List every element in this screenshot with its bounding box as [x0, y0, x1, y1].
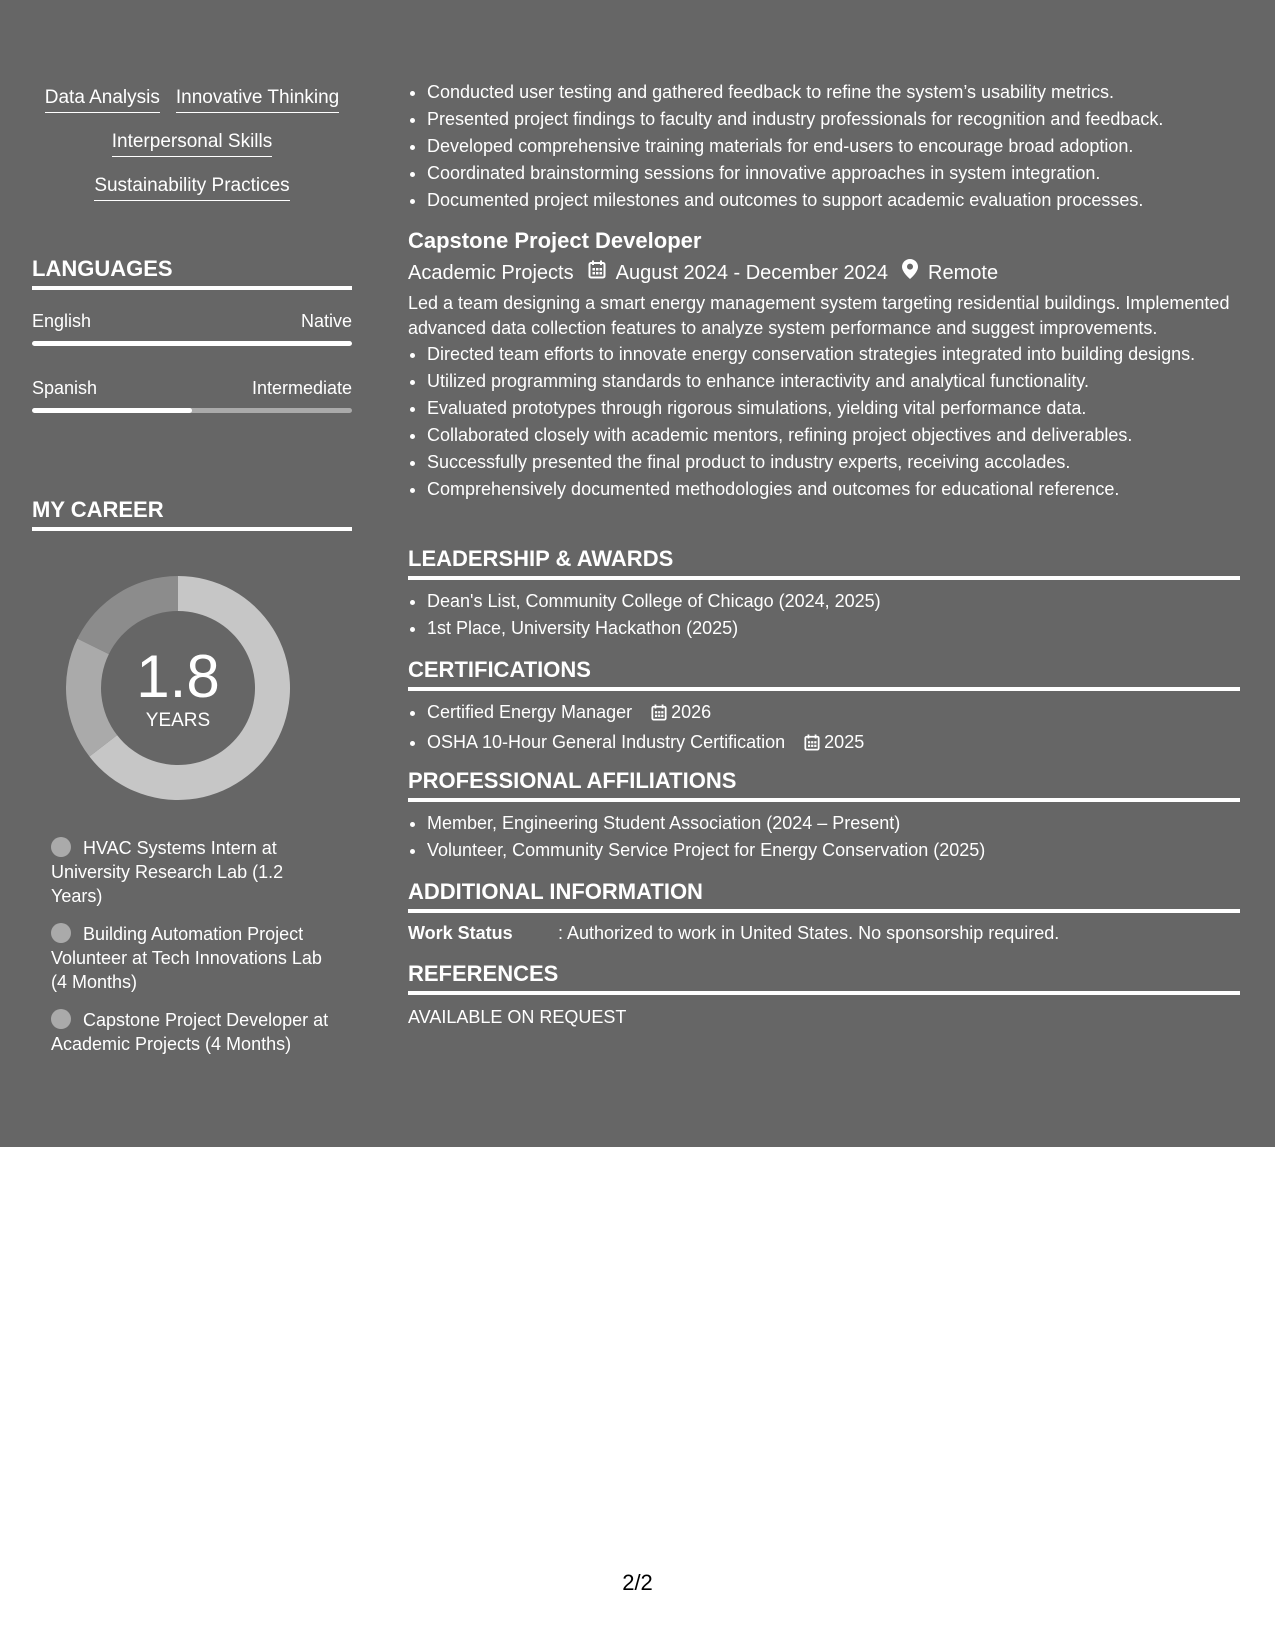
project-entry [408, 226, 1240, 503]
project-description: Led a team designing a smart energy management system targeting residential buildings. Implemented advanced data collection features to analyze system performance and suggest improvements. [408, 293, 1230, 338]
career-legend-item [51, 1008, 331, 1056]
languages-title: LANGUAGES [32, 256, 352, 290]
affiliations-section [408, 768, 1240, 864]
bullet-item: • Utilized programming standards to enhance interactivity and analytical functionality. [427, 368, 1240, 395]
language-bar [32, 341, 352, 346]
certification-year: 2025 [824, 732, 865, 752]
language-bar-fill [32, 408, 192, 413]
certification-name: Certified Energy Manager [427, 702, 633, 722]
project-location: Remote [928, 261, 999, 284]
language-item [32, 310, 352, 346]
affiliations-list [408, 810, 1240, 864]
references-text: AVAILABLE ON REQUEST [408, 1007, 627, 1027]
bullet-item: • Conducted user testing and gathered feedback to refine the system’s usability metrics. [427, 79, 1163, 106]
additional-info-title: ADDITIONAL INFORMATION [408, 879, 1240, 913]
language-level: Native [300, 311, 352, 331]
career-donut-chart [66, 576, 290, 800]
languages-section [32, 256, 352, 413]
bullet-item: • Member, Engineering Student Association (2024 – Present) [427, 810, 1240, 837]
project-meta [408, 259, 1240, 286]
bullet-item: • Evaluated prototypes through rigorous simulations, yielding vital performance data. [427, 395, 1240, 422]
bullet-item: • Directed team efforts to innovate energy conservation strategies integrated into building designs. [427, 341, 1240, 368]
language-item [32, 377, 352, 413]
career-legend-item [51, 922, 331, 994]
certification-year: 2026 [671, 702, 712, 722]
project-title: Capstone Project Developer [408, 228, 702, 253]
previous-job-bullets [408, 79, 1163, 214]
page-number: 2/2 [622, 1570, 653, 1595]
certifications-title: CERTIFICATIONS [408, 657, 1240, 691]
work-status-row [408, 921, 1240, 945]
skill-tag: Innovative Thinking [176, 86, 339, 113]
language-name: Spanish [32, 378, 98, 398]
legend-dot [51, 1009, 71, 1029]
certification-name: OSHA 10-Hour General Industry Certification [427, 732, 786, 752]
work-status-label: Work Status [408, 923, 513, 943]
bullet-item: • Developed comprehensive training materials for end-users to encourage broad adoption. [427, 133, 1163, 160]
language-name: English [32, 311, 92, 331]
leadership-list [408, 588, 1240, 642]
bullet-item: • Presented project findings to faculty and industry professionals for recognition and feedback. [427, 106, 1163, 133]
affiliations-title: PROFESSIONAL AFFILIATIONS [408, 768, 1240, 802]
project-bullets [408, 341, 1240, 503]
language-bar [32, 408, 352, 413]
certifications-section [408, 657, 1240, 759]
location-pin-icon [902, 259, 918, 286]
bullet-item: • Volunteer, Community Service Project for Energy Conservation (2025) [427, 837, 1240, 864]
leadership-title: LEADERSHIP & AWARDS [408, 546, 1240, 580]
bullet-item: • Dean's List, Community College of Chicago (2024, 2025) [427, 588, 1240, 615]
career-legend-item [51, 836, 331, 908]
references-section [408, 961, 1240, 1028]
references-title: REFERENCES [408, 961, 1240, 995]
certification-item [427, 699, 1240, 729]
career-total-unit: YEARS [145, 710, 211, 731]
career-item-text: HVAC Systems Intern at University Research Lab (1.2 Years) [51, 838, 284, 906]
calendar-icon [651, 702, 667, 729]
certifications-list [408, 699, 1240, 759]
career-item-text: Building Automation Project Volunteer at Tech Innovations Lab (4 Months) [51, 924, 322, 992]
calendar-icon [588, 260, 606, 286]
work-status-value: : Authorized to work in United States. No sponsorship required. [558, 923, 1060, 943]
certification-item [427, 729, 1240, 759]
career-title: MY CAREER [32, 497, 352, 531]
additional-info-section [408, 879, 1240, 945]
skill-tag: Data Analysis [45, 86, 160, 113]
legend-dot [51, 923, 71, 943]
career-total-value: 1.8 [136, 643, 220, 710]
bullet-item: • Successfully presented the final product to industry experts, receiving accolades. [427, 449, 1240, 476]
calendar-icon [804, 732, 820, 759]
career-item-text: Capstone Project Developer at Academic Projects (4 Months) [51, 1010, 329, 1054]
bullet-item: • Comprehensively documented methodologies and outcomes for educational reference. [427, 476, 1240, 503]
bullet-item: • Documented project milestones and outcomes to support academic evaluation processes. [427, 187, 1163, 214]
skill-tag: Sustainability Practices [94, 174, 289, 201]
project-dates: August 2024 - December 2024 [615, 261, 889, 284]
bullet-item: • Coordinated brainstorming sessions for innovative approaches in system integration. [427, 160, 1163, 187]
leadership-section [408, 546, 1240, 642]
career-section [32, 497, 352, 1054]
language-level: Intermediate [251, 378, 352, 398]
legend-dot [51, 837, 71, 857]
bullet-item: • 1st Place, University Hackathon (2025) [427, 615, 1240, 642]
career-legend [51, 836, 331, 1070]
skill-tag: Interpersonal Skills [112, 130, 273, 157]
skills-list [32, 86, 352, 218]
bullet-item: • Collaborated closely with academic mentors, refining project objectives and deliverables. [427, 422, 1240, 449]
project-org: Academic Projects [408, 261, 574, 284]
language-bar-fill [32, 341, 352, 346]
